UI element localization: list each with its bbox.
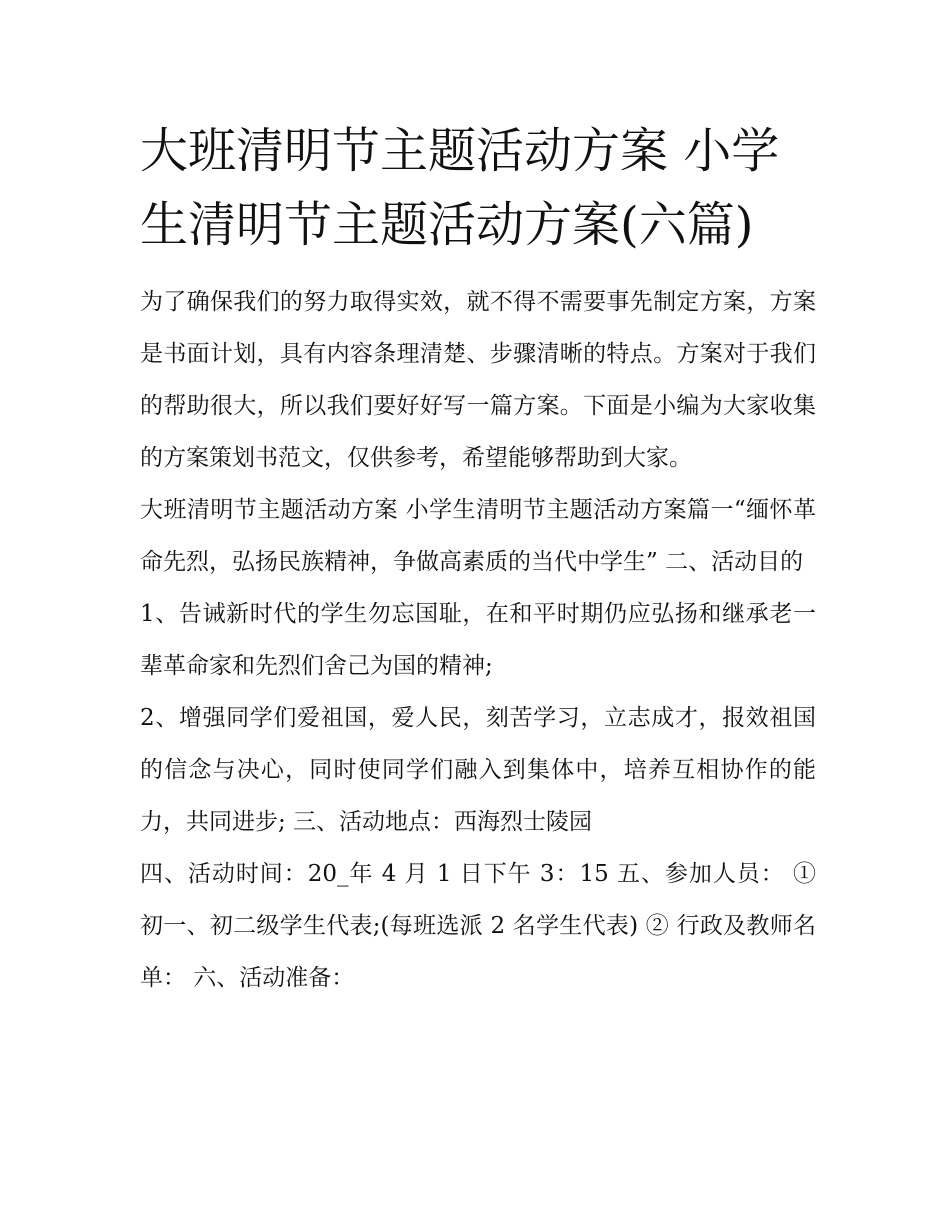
intro-paragraph: 为了确保我们的努力取得实效，就不得不需要事先制定方案，方案是书面计划，具有内容条理清楚、步骤清晰的特点。方案对于我们的帮助很大，所以我们要好好写一篇方案。下面是小编为大家收集的方案策划书范文，仅供参考，希望能够帮助到大家。 — [140, 289, 816, 471]
section-heading-paragraph: 大班清明节主题活动方案 小学生清明节主题活动方案篇一“缅怀革命先烈，弘扬民族精神，争做高素质的当代中学生” 二、活动目的 — [140, 497, 816, 575]
document-body — [140, 114, 816, 1004]
objective-item-2: 2、增强同学们爱祖国，爱人民，刻苦学习，立志成才，报效祖国的信念与决心，同时使同学们融入到集体中，培养互相协作的能力，共同进步; 三、活动地点：西海烈士陵园 — [140, 705, 816, 835]
objective-item-1: 1、告诫新时代的学生勿忘国耻，在和平时期仍应弘扬和继承老一辈革命家和先烈们舍己为国的精神; — [140, 601, 816, 679]
activity-details-paragraph: 四、活动时间：20_年 4 月 1 日下午 3：15 五、参加人员： ① 初一、初二级学生代表;(每班选派 2 名学生代表) ② 行政及教师名单： 六、活动准备： — [140, 861, 816, 991]
document-title: 大班清明节主题活动方案 小学生清明节主题活动方案(六篇) — [140, 123, 780, 253]
